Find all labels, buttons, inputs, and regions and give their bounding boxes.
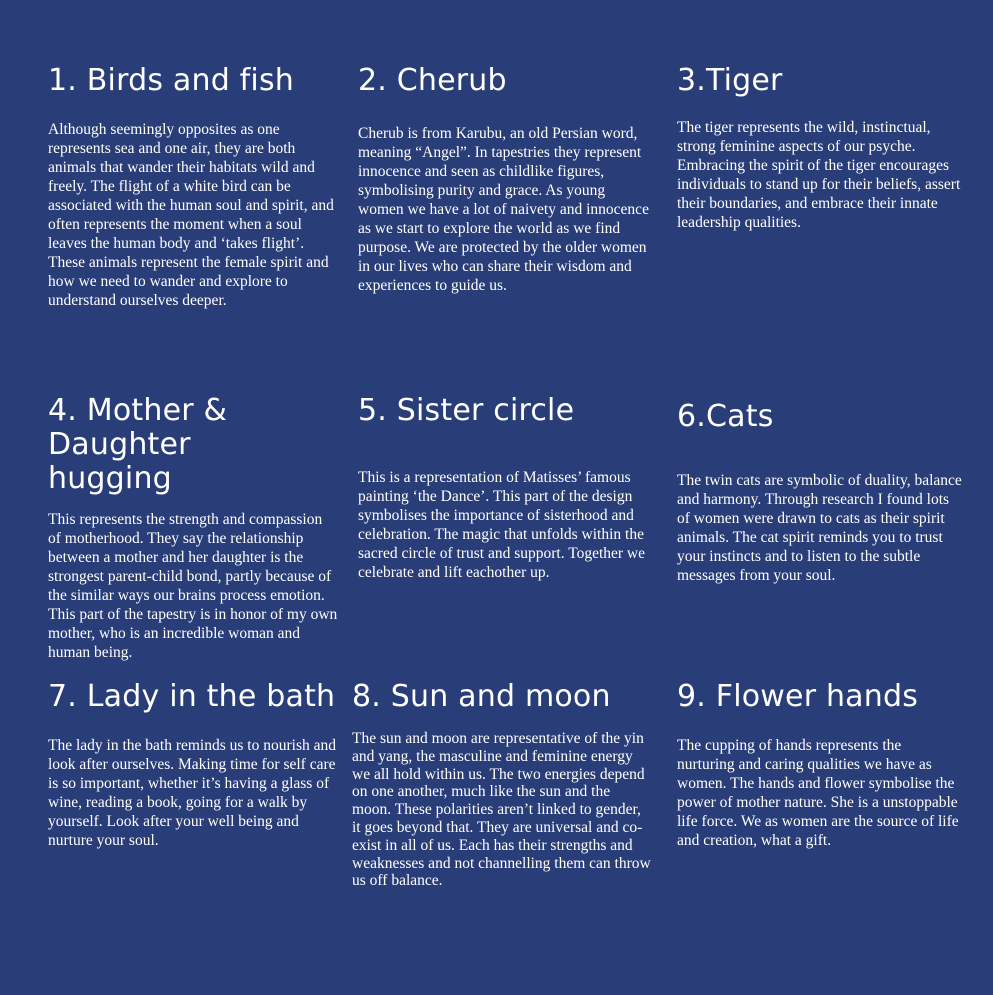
card-sister-circle (358, 394, 653, 582)
card-body: Although seemingly opposites as one represents sea and one air, they are both animals that wander their habitats wild and freely. The flight of a white bird can be associated with the human soul and spirit, and often represents the moment when a soul leaves the human body and ‘takes flight’. These animals represent the female spirit and how we need to wander and explore to understand ourselves deeper. (48, 121, 334, 309)
card-title: 4. Mother & Daughter hugging (48, 393, 228, 496)
card-title: 8. Sun and moon (352, 679, 611, 714)
card-title: 5. Sister circle (358, 393, 575, 428)
card-title: 9. Flower hands (677, 679, 919, 714)
card-body: The sun and moon are representative of the yin and yang, the masculine and feminine energy we all hold within us. The two energies depend on one another, much like the sun and the moon. These polarities aren’t linked to gender, it goes beyond that. They are universal and co-exist in all of us. Each has their strengths and weaknesses and not channelling them can throw us off balance. (352, 730, 651, 890)
card-body: The twin cats are symbolic of duality, balance and harmony. Through research I found lots of women were drawn to cats as their spirit animals. The cat spirit reminds you to trust your instincts and to listen to the subtle messages from your soul. (677, 472, 962, 584)
card-title: 6.Cats (677, 399, 774, 434)
card-mother-daughter (48, 394, 338, 662)
card-body: This is a representation of Matisses’ famous painting ‘the Dance’. This part of the design symbolises the importance of sisterhood and celebration. The magic that unfolds within the sacred circle of trust and support. Together we celebrate and lift eachother up. (358, 469, 645, 581)
card-title: 3.Tiger (677, 63, 783, 98)
card-lady-in-bath (48, 680, 338, 850)
card-title: 7. Lady in the bath (48, 679, 336, 714)
card-birds-and-fish (48, 64, 338, 310)
card-cherub (358, 64, 653, 295)
card-title: 2. Cherub (358, 63, 507, 98)
card-body: The lady in the bath reminds us to nourish and look after ourselves. Making time for self care is so important, whether it’s having a glass of wine, reading a book, going for a walk by yourself. Look after your well being and nurture your soul. (48, 737, 336, 849)
card-cats (677, 400, 962, 585)
card-body: Cherub is from Karubu, an old Persian word, meaning “Angel”. In tapestries they represent innocence and seen as childlike figures, symbolising purity and grace. As young women we have a lot of naivety and innocence as we start to explore the world as we find purpose. We are protected by the older women in our lives who can share their wisdom and experiences to guide us. (358, 125, 649, 294)
card-body: This represents the strength and compassion of motherhood. They say the relationship between a mother and her daughter is the strongest parent-child bond, partly because of the similar ways our brains process emotion. This part of the tapestry is in honor of my own mother, who is an incredible woman and human being. (48, 511, 338, 661)
card-flower-hands (677, 680, 962, 850)
card-sun-and-moon (352, 680, 652, 890)
card-body: The tiger represents the wild, instinctual, strong feminine aspects of our psyche. Embracing the spirit of the tiger encourages individuals to stand up for their beliefs, assert their boundaries, and embrace their innate leadership qualities. (677, 119, 961, 231)
card-tiger (677, 64, 962, 232)
card-title: 1. Birds and fish (48, 63, 295, 98)
card-body: The cupping of hands represents the nurturing and caring qualities we have as women. The hands and flower symbolise the power of mother nature. She is a unstoppable life force. We as women are the source of life and creation, what a gift. (677, 737, 959, 849)
